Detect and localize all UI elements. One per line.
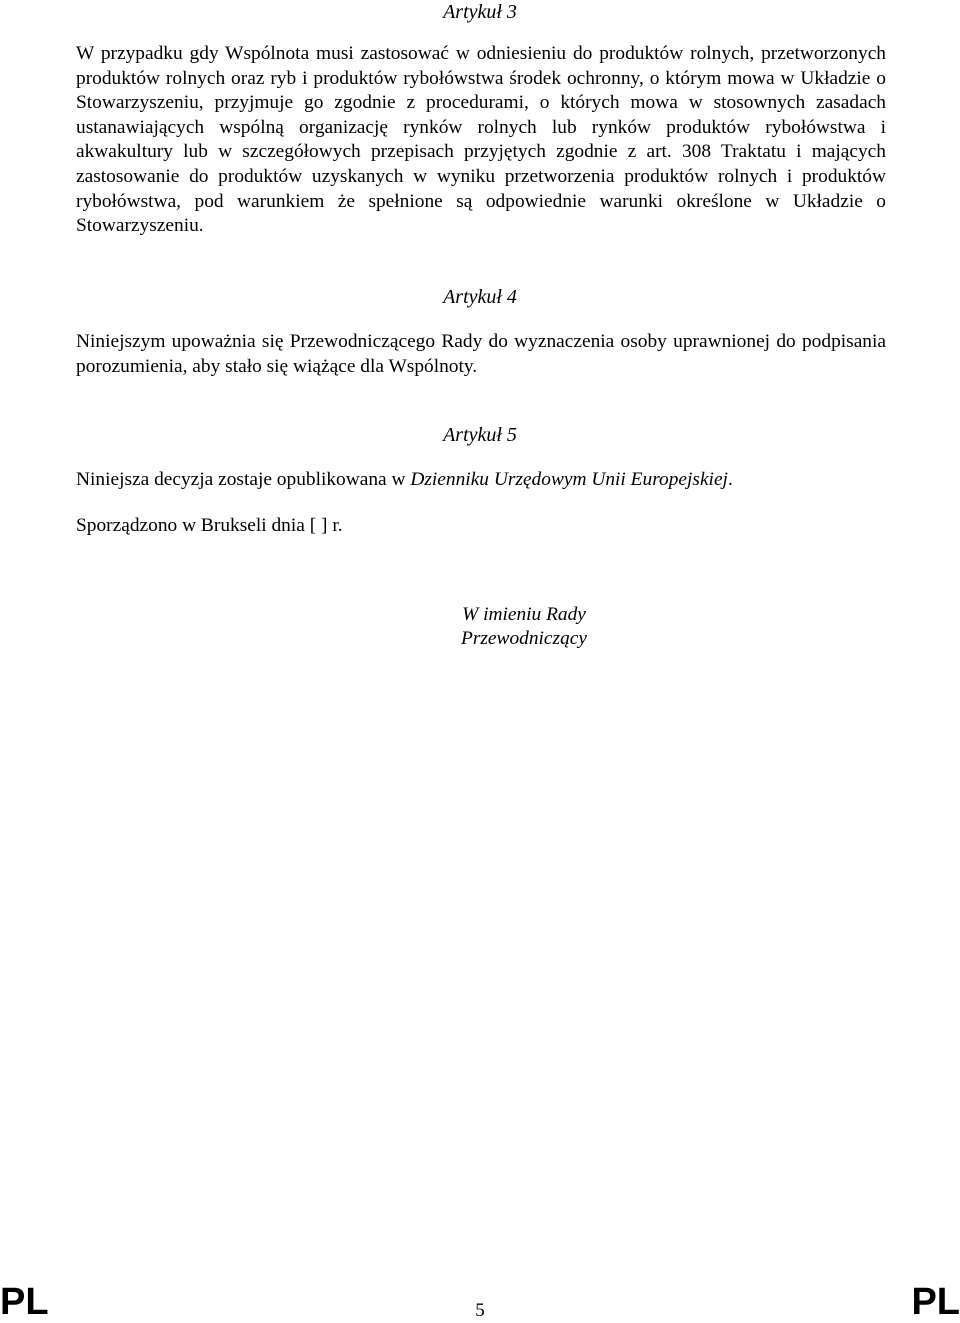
article-5-text-end: . [727,469,733,490]
article-4-text: Niniejszym upoważnia się Przewodniczącego Rady do wyznaczenia osoby uprawnionej do podpisania porozumienia, aby stało się wiążące dla Wspólnoty. [76,331,886,377]
journal-title: Dzienniku Urzędowym Unii Europejskiej [410,469,728,490]
article-5-text-start: Niniejsza decyzja zostaje opublikowana w [76,469,411,490]
signature-line-2: Przewodniczący [460,628,587,649]
signature-line-1: W imieniu Rady [462,604,586,625]
article-5-text [76,468,886,493]
footer-language-left: PL [0,1281,49,1323]
article-5-heading: Artykuł 5 [443,424,517,446]
page-number: 5 [475,1300,485,1321]
article-3-heading: Artykuł 3 [443,1,517,23]
footer-language-right: PL [911,1281,960,1323]
article-4-heading: Artykuł 4 [443,286,517,308]
done-at-line: Sporządzono w Brukseli dnia [ ] r. [76,515,343,536]
article-3-text: W przypadku gdy Wspólnota musi zastosować w odniesieniu do produktów rolnych, przetworzonych produktów rolnych oraz ryb i produktów rybołówstwa środek ochronny, o którym mowa w Układzie o Stowarzyszeniu, przyjmuje go zgodnie z procedurami, o których mowa w stosownych zasadach ustanawiających wspólną organizację rynków rolnych lub rynków produktów rybołówstwa i akwakultury lub w szczegółowych przepisach przyjętych zgodnie z art. 308 Traktatu i mających zastosowanie do produktów uzyskanych w wyniku przetworzenia produktów rolnych i produktów rybołówstwa, pod warunkiem że spełnione są odpowiednie warunki określone w Układzie o Stowarzyszeniu. [76,43,886,237]
